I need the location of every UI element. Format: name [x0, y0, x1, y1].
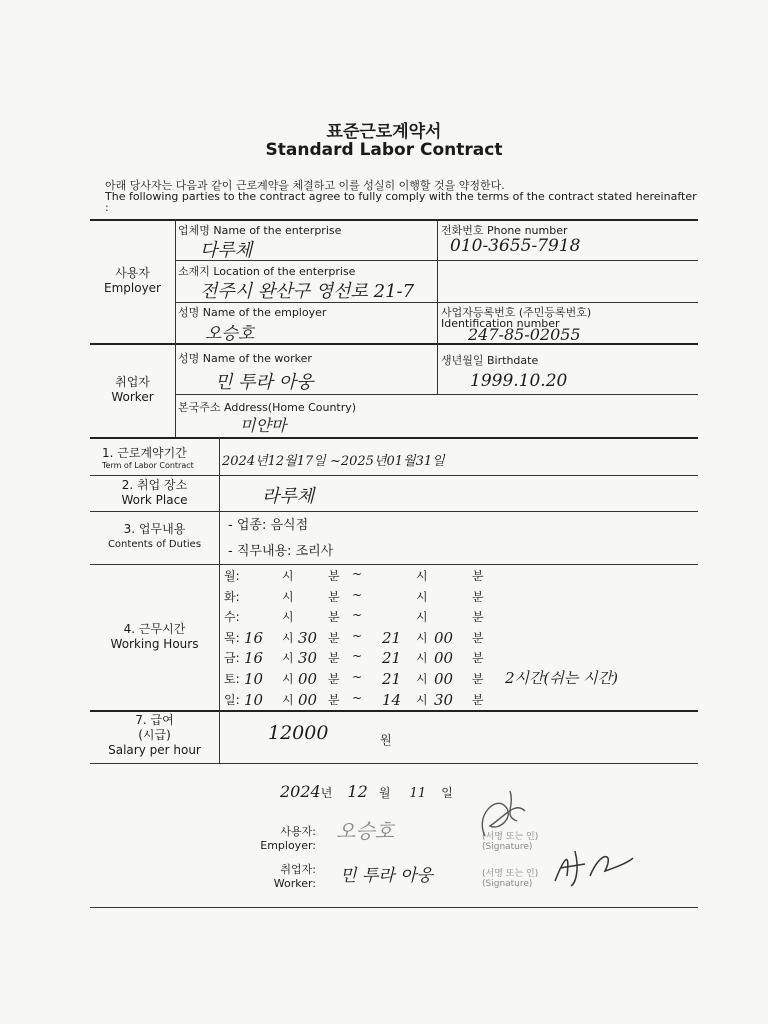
hours-unit-hour: 시: [416, 589, 428, 604]
hours-unit-hour: 시: [282, 569, 294, 583]
hours-day: 화:: [224, 589, 240, 604]
hours-unit-hour: 시: [282, 610, 294, 625]
hours-unit-hour: 시: [282, 672, 294, 686]
phone-value: 010-3655-7918: [450, 236, 581, 256]
hours-row: [224, 649, 494, 669]
employer-sign-label: 사용자: Employer:: [260, 825, 316, 852]
hours-unit-min: 분: [328, 569, 340, 583]
hours-unit-min: 분: [472, 610, 484, 625]
hours-start-hour: 10: [244, 670, 264, 688]
birthdate-label: 생년월일 Birthdate: [441, 354, 539, 367]
worker-name-label: 성명 Name of the worker: [178, 352, 312, 365]
hours-unit-hour: 시: [282, 589, 294, 604]
hours-day: 금:: [224, 651, 240, 666]
divider: [90, 437, 698, 439]
duties-industry: - 업종: 음식점: [228, 518, 309, 533]
salary-value: 12000: [268, 722, 329, 744]
hours-row: [224, 588, 494, 608]
hours-unit-min: 분: [472, 630, 484, 645]
hours-start-hour: 10: [244, 690, 264, 709]
intro-en: The following parties to the contract agree to fully comply with the terms of the contract stated hereinafter :: [105, 190, 697, 214]
place-value: 라루체: [262, 486, 315, 507]
hours-unit-min: 분: [472, 569, 484, 583]
intro-text: [105, 180, 700, 213]
hours-unit-hour: 시: [282, 630, 294, 645]
hours-unit-min: 분: [328, 692, 340, 707]
hours-end-min: 00: [434, 628, 454, 647]
term-label: 1. 근로계약기간 Term of Labor Contract: [102, 446, 194, 470]
phone-label: 전화번호 Phone number: [441, 224, 568, 237]
id-label-en: Identification number: [441, 317, 560, 330]
hours-start-hour: 16: [244, 649, 264, 668]
intro-ko: 아래 당사자는 다음과 같이 근로계약을 체결하고 이를 성실히 이행할 것을 약정한다.: [105, 179, 505, 192]
hours-row: [224, 691, 494, 711]
birthdate-value: 1999.10.20: [470, 371, 568, 391]
hours-end-hour: 21: [382, 628, 402, 647]
employer-signature-scribble: [455, 786, 535, 846]
hours-start-min: 00: [298, 690, 318, 709]
hours-unit-min: 분: [472, 672, 484, 686]
hours-end-hour: 21: [382, 649, 402, 668]
salary-unit: 원: [380, 733, 392, 747]
hours-day: 토:: [224, 672, 240, 686]
hours-unit-min: 분: [472, 589, 484, 604]
employer-section-label: 사용자 Employer: [104, 266, 161, 295]
id-label-ko: 사업자등록번호 (주민등록번호): [441, 306, 592, 319]
employer-sign-name: 오승호: [336, 819, 394, 843]
enterprise-name-label: 업체명 Name of the enterprise: [178, 224, 342, 237]
hours-start-min: 30: [298, 628, 318, 647]
hours-start-min: 30: [298, 649, 318, 668]
location-label: 소재지 Location of the enterprise: [178, 265, 356, 278]
address-label: 본국주소 Address(Home Country): [178, 401, 357, 414]
hours-row: [224, 567, 494, 587]
hours-end-hour: 14: [382, 690, 402, 709]
divider: [175, 394, 698, 395]
hours-tilde: ~: [352, 670, 363, 684]
hours-unit-min: 분: [328, 589, 340, 604]
worker-section-label: 취업자 Worker: [111, 375, 154, 404]
hours-unit-hour: 시: [416, 692, 428, 707]
hours-unit-hour: 시: [416, 569, 428, 583]
hours-start-hour: 16: [244, 628, 264, 647]
place-label: 2. 취업 장소 Work Place: [121, 478, 188, 507]
hours-start-min: 00: [298, 670, 318, 688]
hours-end-min: 00: [434, 649, 454, 668]
worker-name-value: 민 투라 아웅: [215, 372, 314, 393]
hours-unit-min: 분: [472, 692, 484, 707]
hours-row: [224, 608, 494, 628]
worker-signature-scribble: [545, 846, 635, 891]
hours-row: [224, 629, 494, 649]
hours-label: 4. 근무시간 Working Hours: [110, 622, 199, 651]
hours-end-min: 00: [434, 670, 454, 688]
duties-label: 3. 업무내용 Contents of Duties: [107, 522, 202, 550]
duties-job: - 직무내용: 조리사: [228, 544, 334, 559]
employer-sign-hint: (서명 또는 인) (Signature): [482, 832, 539, 852]
address-value: 미얀마: [240, 416, 287, 435]
hours-end-hour: 21: [382, 670, 402, 688]
hours-unit-hour: 시: [282, 692, 294, 707]
term-value: 2024년12월17일 ~2025년01월31일: [222, 454, 445, 469]
table-top-border: [90, 219, 698, 221]
signing-date: 2024년 12 월 11 일: [280, 782, 453, 801]
hours-tilde: ~: [352, 690, 363, 705]
divider: [90, 763, 698, 764]
employer-name-value: 오승호: [205, 324, 255, 344]
hours-day: 일:: [224, 692, 240, 707]
hours-row: [224, 670, 494, 690]
hours-day: 월:: [224, 569, 240, 583]
column-divider: [219, 437, 220, 763]
id-number-value: 247-85-02055: [468, 325, 581, 344]
column-divider: [437, 219, 438, 302]
hours-end-min: 30: [434, 690, 454, 709]
employer-name-label: 성명 Name of the employer: [178, 306, 327, 319]
enterprise-name-value: 다루체: [200, 240, 253, 261]
hours-unit-min: 분: [328, 610, 340, 625]
hours-unit-min: 분: [328, 672, 340, 686]
hours-unit-min: 분: [472, 651, 484, 666]
hours-day: 목:: [224, 630, 240, 645]
hours-day: 수:: [224, 610, 240, 625]
hours-unit-hour: 시: [416, 672, 428, 686]
hours-tilde: ~: [352, 587, 363, 602]
column-divider: [437, 343, 438, 394]
hours-unit-hour: 시: [416, 651, 428, 666]
divider: [90, 564, 698, 565]
column-divider: [437, 302, 438, 343]
hours-tilde: ~: [352, 649, 363, 664]
divider: [90, 475, 698, 476]
hours-unit-hour: 시: [282, 651, 294, 666]
divider: [90, 343, 698, 345]
location-value: 전주시 완산구 영선로 21-7: [200, 281, 415, 302]
column-divider: [175, 219, 176, 437]
hours-unit-min: 분: [328, 630, 340, 645]
worker-sign-label: 취업자: Worker:: [273, 863, 316, 890]
hours-tilde: ~: [352, 567, 363, 581]
hours-tilde: ~: [352, 608, 363, 623]
divider: [90, 907, 698, 908]
salary-label: 7. 급여 (시급) Salary per hour: [108, 713, 201, 757]
worker-sign-hint: (서명 또는 인) (Signature): [482, 869, 539, 889]
break-note: 2시간(쉬는 시간): [505, 669, 618, 687]
document-title-en: Standard Labor Contract: [265, 140, 503, 160]
divider: [90, 511, 698, 512]
hours-unit-min: 분: [328, 651, 340, 666]
hours-unit-hour: 시: [416, 610, 428, 625]
hours-tilde: ~: [352, 628, 363, 643]
document-title-ko: 표준근로계약서: [326, 122, 442, 142]
hours-unit-hour: 시: [416, 630, 428, 645]
worker-sign-name: 민 투라 아웅: [340, 866, 433, 886]
